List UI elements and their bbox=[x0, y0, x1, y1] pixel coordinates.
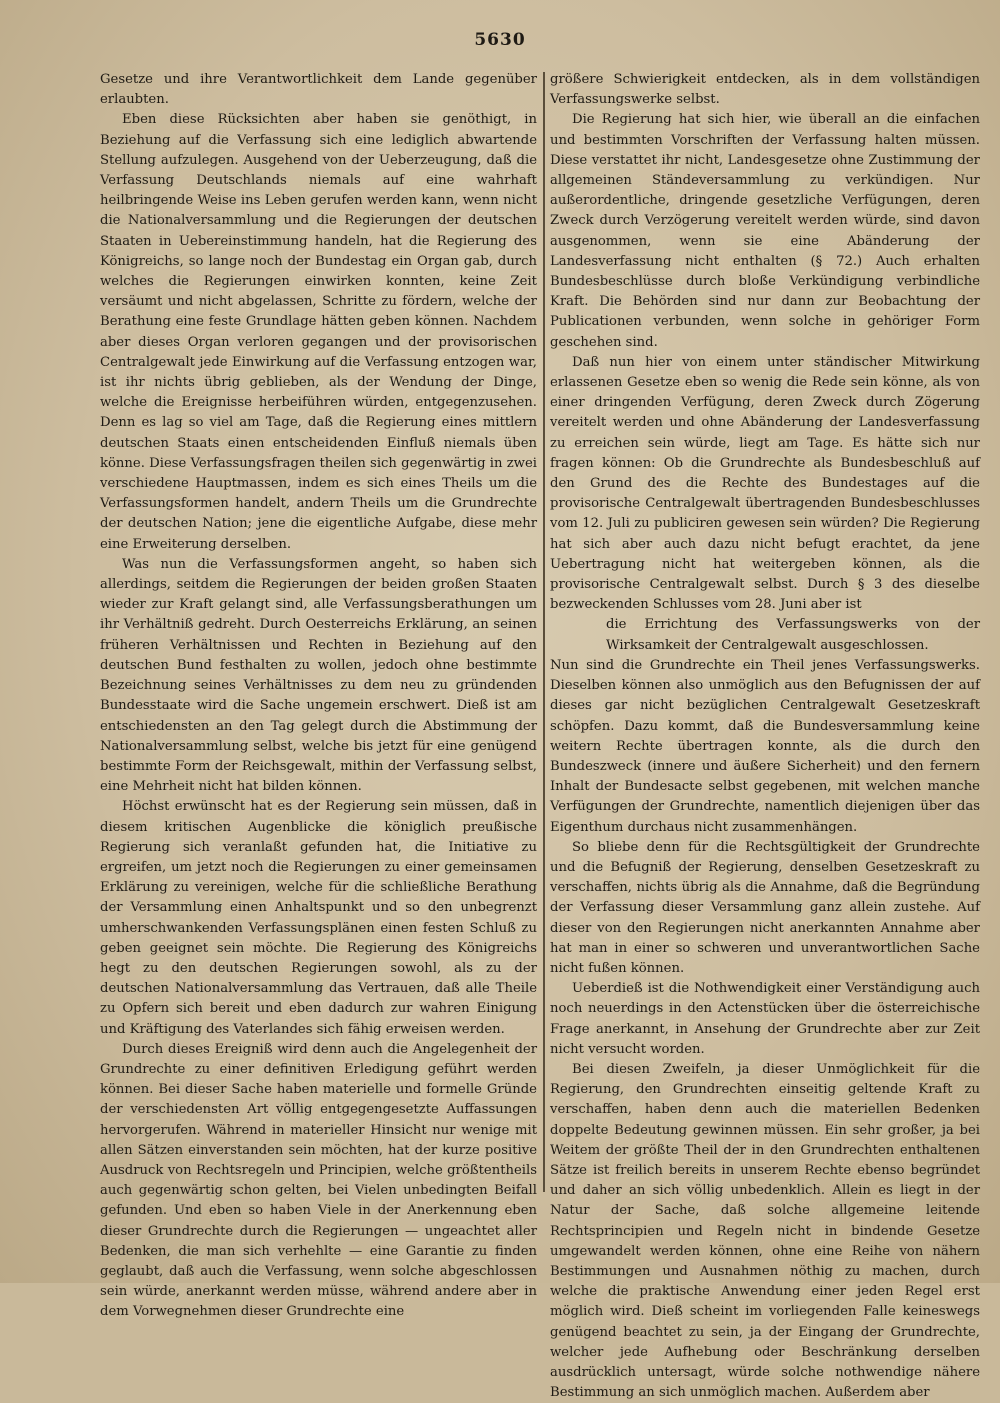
paragraph: Was nun die Verfassungsformen angeht, so haben sich allerdings, seitdem die Regierungen der beiden großen Staaten wieder zur Kraft gelangt sind, alle Verfassungsberathungen um ihr Verhältniß gedreht. Durch Oesterreichs Erklärung, an seinen früheren Verhältnissen und Rechten in Beziehung auf den deutschen Bund festhalten zu wollen, jedoch ohne bestimmte Bezeichnung seines Verhältnisses zu dem neu zu gründenden Bundesstaate wird die Sache ungemein erschwert. Dieß ist am entschiedensten an den Tag gelegt durch die Abstimmung der Nationalversammlung selbst, welche bis jetzt für eine genügend bestimmte Form der Reichsgewalt, mithin der Verfassung selbst, eine Mehrheit nicht hat bilden können. bbox=[100, 556, 537, 795]
page-number: 5630 bbox=[474, 30, 526, 50]
paragraph: Nun sind die Grundrechte ein Theil jenes Verfassungswerks. Dieselben können also unmöglich aus den Befugnissen der auf dieses gar nicht bezüglichen Centralgewalt Gesetzeskraft schöpfen. Dazu kommt, daß die Bundesversammlung keine weitern Rechte übertragen konnte, als die durch den Bundeszweck (innere und äußere Sicherheit) und den fernern Inhalt der Bundesacte selbst gegebenen, mit welchen manche Verfügungen der Grundrechte, namentlich diejenigen über das Eigenthum durchaus nicht zusammenhängen. bbox=[550, 657, 980, 835]
paragraph: größere Schwierigkeit entdecken, als in dem vollständigen Verfassungswerke selbst. bbox=[550, 72, 980, 108]
quoted-paragraph: die Errichtung des Verfassungswerks von der Wirksamkeit der Centralgewalt ausgeschlossen. bbox=[606, 617, 980, 653]
left-column bbox=[100, 70, 537, 1320]
column-divider bbox=[543, 72, 545, 1192]
paragraph: Eben diese Rücksichten aber haben sie genöthigt, in Beziehung auf die Verfassung sich eine lediglich abwartende Stellung aufzulegen. Ausgehend von der Ueberzeugung, daß die Verfassung Deutschlands niemals auf eine wahrhaft heilbringende Weise ins Leben gerufen werden kann, wenn nicht die Nationalversammlung und die Regierungen der deutschen Staaten in Uebereinstimmung handeln, hat die Regierung des Königreichs, so lange noch der Bundestag ein Organ gab, durch welches die Regierungen einwirken konnten, keine Zeit versäumt und nicht abgelassen, Schritte zu fördern, welche der Berathung eine feste Grundlage hätten geben können. Nachdem aber dieses Organ verloren gegangen und der provisorischen Centralgewalt jede Einwirkung auf die Verfassung entzogen war, ist ihr nichts übrig geblieben, als der Wendung der Dinge, welche die Ereignisse herbeiführen würden, entgegenzusehen. Denn es lag so viel am Tage, daß die Regierung eines mittlern deutschen Staats einen entscheidenden Einfluß niemals üben könne. Diese Verfassungsfragen theilen sich gegenwärtig in zwei verschiedene Hauptmassen, indem es sich eines Theils um die Verfassungsformen handelt, andern Theils um die Grundrechte der deutschen Nation; jene die eigentliche Aufgabe, diese mehr eine Erweiterung derselben. bbox=[100, 112, 537, 552]
right-column bbox=[550, 70, 980, 1401]
paragraph: Bei diesen Zweifeln, ja dieser Unmöglichkeit für die Regierung, den Grundrechten einseitig geltende Kraft zu verschaffen, haben denn auch die materiellen Bedenken doppelte Bedeutung gewinnen müssen. Ein sehr großer, ja bei Weitem der größte Theil der in den Grundrechten enthaltenen Sätze ist freilich bereits in unserem Rechte ebenso begründet und daher an sich völlig unbedenklich. Allein es liegt in der Natur der Sache, daß solche allgemeine leitende Rechtsprincipien und Regeln nicht in bindende Gesetze umgewandelt werden können, ohne eine Reihe von nähern Bestimmungen und Ausnahmen nöthig zu machen, durch welche die praktische Anwendung einer jeden Regel erst möglich wird. Dieß scheint im vorliegenden Falle keineswegs genügend beachtet zu sein, ja der Eingang der Grundrechte, welcher jede Aufhebung oder Beschränkung derselben ausdrücklich untersagt, würde solche nothwendige nähere Bestimmung an sich unmöglich machen. Außerdem aber bbox=[550, 1061, 980, 1401]
paragraph: Daß nun hier von einem unter ständischer Mitwirkung erlassenen Gesetze eben so wenig die Rede sein könne, als von einer dringenden Verfügung, deren Zweck durch Zögerung vereitelt werden und ohne Abänderung der Landesverfassung zu erreichen sein würde, liegt am Tage. Es hätte sich nur fragen können: Ob die Grundrechte als Bundesbeschluß auf den Grund des die Rechte des Bundestages auf die provisorische Centralgewalt übertragenden Bundesbeschlusses vom 12. Juli zu publiciren gewesen sein würden? Die Regierung hat sich aber auch dazu nicht befugt erachtet, da jene Uebertragung nicht hat weitergeben können, als die provisorische Centralgewalt selbst. Durch § 3 des dieselbe bezweckenden Schlusses vom 28. Juni aber ist bbox=[550, 354, 980, 613]
paragraph: Die Regierung hat sich hier, wie überall an die einfachen und bestimmten Vorschriften der Verfassung halten müssen. Diese verstattet ihr nicht, Landesgesetze ohne Zustimmung der allgemeinen Ständeversammlung zu verkündigen. Nur außerordentliche, dringende gesetzliche Verfügungen, deren Zweck durch Verzögerung vereitelt werden würde, sind davon ausgenommen, wenn sie eine Abänderung der Landesverfassung nicht enthalten (§ 72.) Auch erhalten Bundesbeschlüsse durch bloße Verkündigung verbindliche Kraft. Die Behörden sind nur dann zur Beobachtung der Publicationen verbunden, wenn solche in gehöriger Form geschehen sind. bbox=[550, 112, 980, 350]
paragraph: So bliebe denn für die Rechtsgültigkeit der Grundrechte und die Befugniß der Regierung, denselben Gesetzeskraft zu verschaffen, nichts übrig als die Annahme, daß die Begründung der Verfassung dieser Versammlung ganz allein zustehe. Auf dieser von den Regierungen nicht anerkannten Annahme aber hat man in einer so schweren und unverantwortlichen Sache nicht fußen können. bbox=[550, 839, 980, 976]
paragraph: Gesetze und ihre Verantwortlichkeit dem Lande gegenüber erlaubten. bbox=[100, 72, 537, 108]
paragraph: Ueberdieß ist die Nothwendigkeit einer Verständigung auch noch neuerdings in den Actenstücken über die österreichische Frage anerkannt, in Ansehung der Grundrechte aber zur Zeit nicht versucht worden. bbox=[550, 981, 980, 1057]
paragraph: Durch dieses Ereigniß wird denn auch die Angelegenheit der Grundrechte zu einer definitiven Erledigung geführt werden können. Bei dieser Sache haben materielle und formelle Gründe der verschiedensten Art völlig entgegengesetzte Auffassungen hervorgerufen. Während in materieller Hinsicht nur wenige mit allen Sätzen einverstanden sein möchten, hat der kurze positive Ausdruck von Rechtsregeln und Principien, welche größtentheils auch gegenwärtig schon gelten, bei Vielen unbedingten Beifall gefunden. Und eben so haben Viele in der Anerkennung eben dieser Grundrechte durch die Regierungen — ungeachtet aller Bedenken, die man sich verhehlte — eine Garantie zu finden geglaubt, daß auch die Verfassung, wenn solche abgeschlossen sein würde, anerkannt werden müsse, während andere aber in dem Vorwegnehmen dieser Grundrechte eine bbox=[100, 1041, 537, 1320]
paragraph: Höchst erwünscht hat es der Regierung sein müssen, daß in diesem kritischen Augenblicke die königlich preußische Regierung sich veranlaßt gefunden hat, die Initiative zu ergreifen, um jetzt noch die Regierungen zu einer gemeinsamen Erklärung zu vereinigen, welche für die schließliche Berathung der Versammlung einen Anhaltspunkt und so den unbegrenzt umherschwankenden Verfassungsplänen einen festen Schluß zu geben geeignet sein möchte. Die Regierung des Königreichs hegt zu den deutschen Regierungen sowohl, als zu der deutschen Nationalversammlung das Vertrauen, daß alle Theile zu Opfern sich bereit und eben dadurch zur wahren Einigung und Kräftigung des Vaterlandes sich fähig erweisen werden. bbox=[100, 799, 537, 1037]
